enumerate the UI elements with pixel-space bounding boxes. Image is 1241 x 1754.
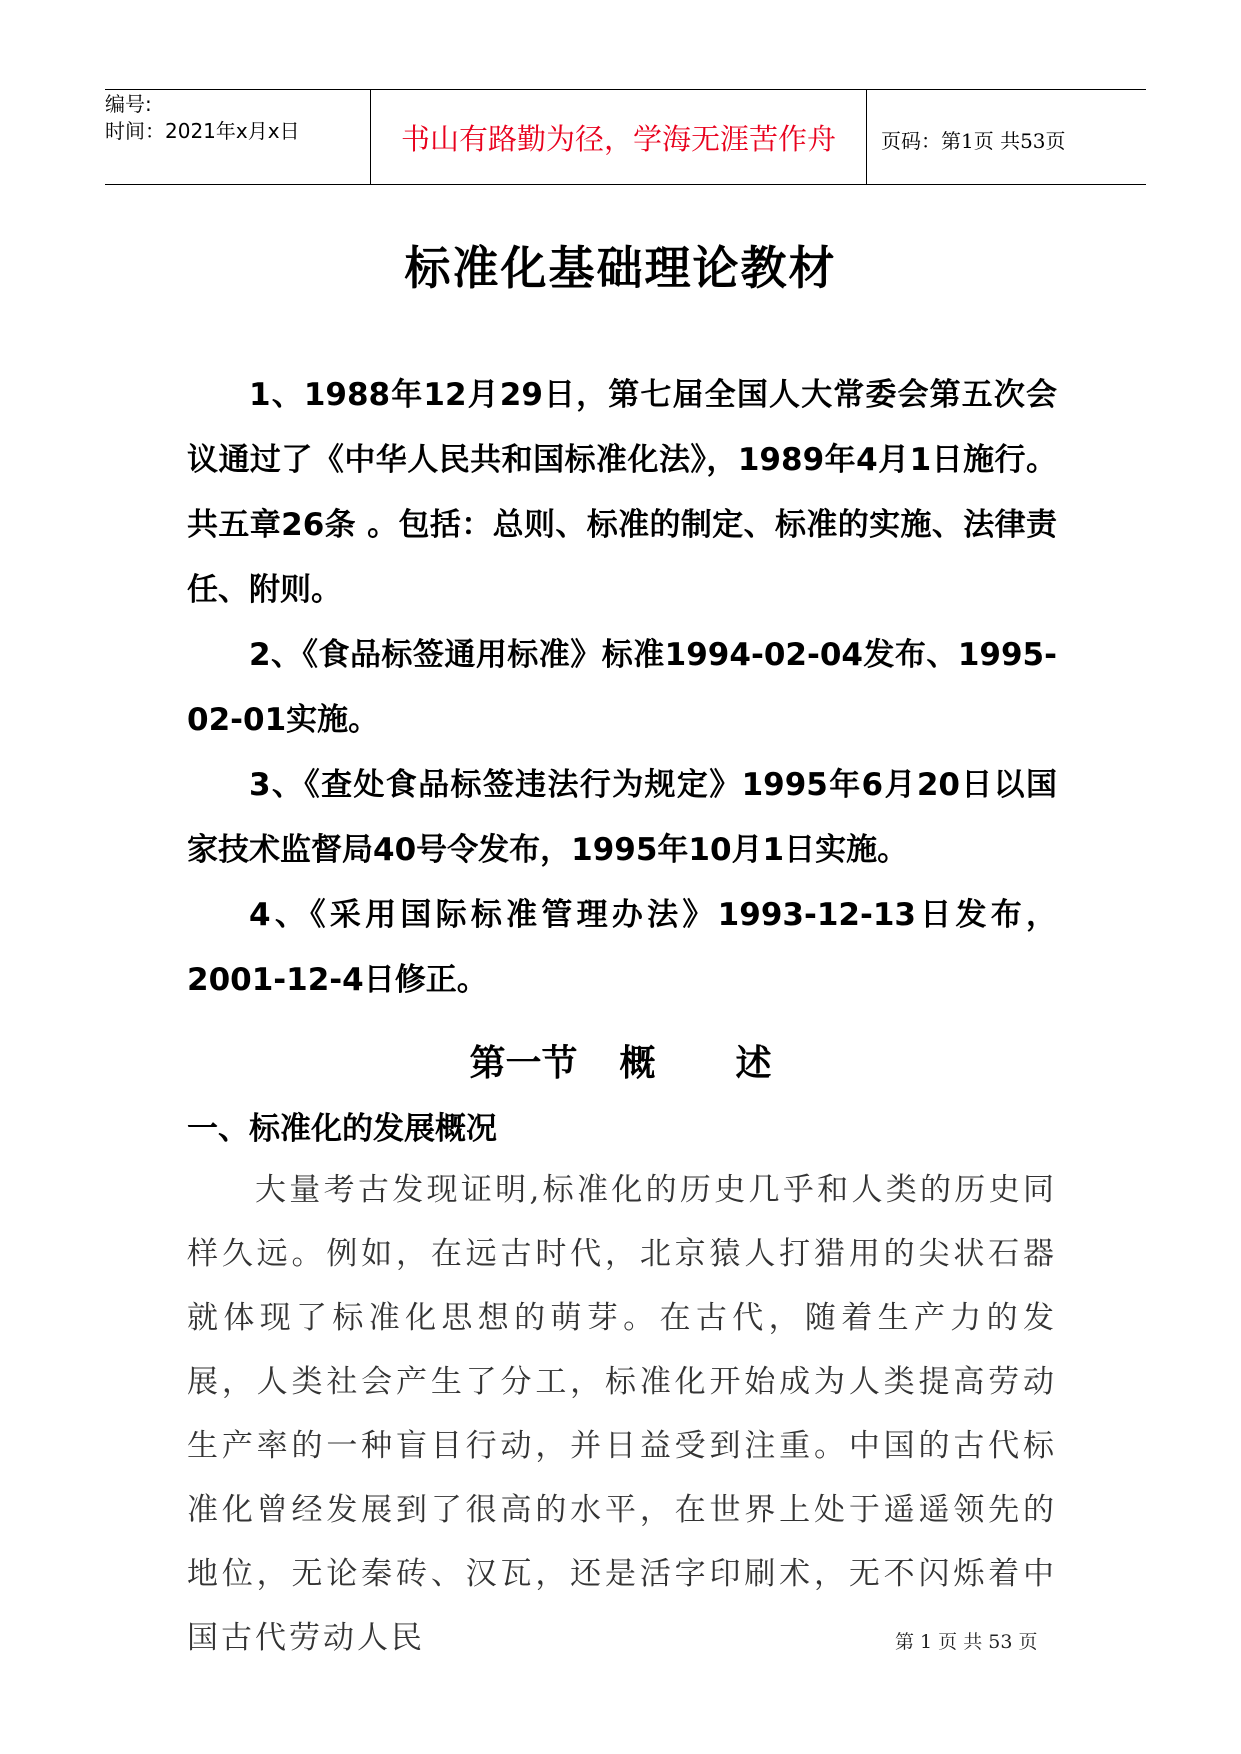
- motto: 书山有路勤为径，学海无涯苦作舟: [400, 122, 836, 156]
- document-title: 标准化基础理论教材: [404, 241, 837, 295]
- header-page-cell: [867, 90, 1146, 184]
- header-meta-cell: [105, 90, 370, 184]
- regulation-item-2: 2、《食品标签通用标准》标准1994-02-04发布、1995-02-01实施。: [187, 637, 1057, 738]
- regulation-item-1: 1、1988年12月29日，第七届全国人大常委会第五次会议通过了《中华人民共和国标准化法》，1989年4月1日施行。共五章26条 。包括：总则、标准的制定、标准的实施、法律责任、附则。: [187, 377, 1057, 608]
- subheading: 一、标准化的发展概况: [187, 1111, 497, 1147]
- section-title-part-1: 第一节: [469, 1043, 578, 1084]
- header-motto-cell: [370, 90, 867, 184]
- page-footer: 第 1 页 共 53 页: [895, 1631, 1038, 1653]
- document-time-label: 时间：2021年x月x日: [105, 119, 300, 143]
- section-title-part-2: 概: [619, 1043, 656, 1084]
- document-number-label: 编号:: [105, 92, 152, 116]
- body-paragraph: 大量考古发现证明,标准化的历史几乎和人类的历史同样久远。例如，在远古时代，北京猿人打猎用的尖状石器就体现了标准化思想的萌芽。在古代，随着生产力的发展，人类社会产生了分工，标准化开始成为人类提高劳动生产率的一种盲目行动，并日益受到注重。中国的古代标准化曾经发展到了很高的水平，在世界上处于遥遥领先的地位，无论秦砖、汉瓦，还是活字印刷术，无不闪烁着中国古代劳动人民: [187, 1172, 1057, 1656]
- regulation-item-4: 4、《采用国际标准管理办法》1993-12-13日发布，2001-12-4日修正。: [187, 897, 1057, 998]
- section-title-part-3: 述: [735, 1043, 772, 1084]
- section-title: [0, 1035, 1241, 1086]
- page-number-label: 页码：第1页 共53页: [881, 129, 1066, 153]
- body-text: [187, 1158, 1057, 1670]
- header-table: [105, 89, 1146, 185]
- regulations-list: [187, 363, 1057, 1013]
- regulation-item-3: 3、《查处食品标签违法行为规定》1995年6月20日以国家技术监督局40号令发布，1995年10月1日实施。: [187, 767, 1057, 868]
